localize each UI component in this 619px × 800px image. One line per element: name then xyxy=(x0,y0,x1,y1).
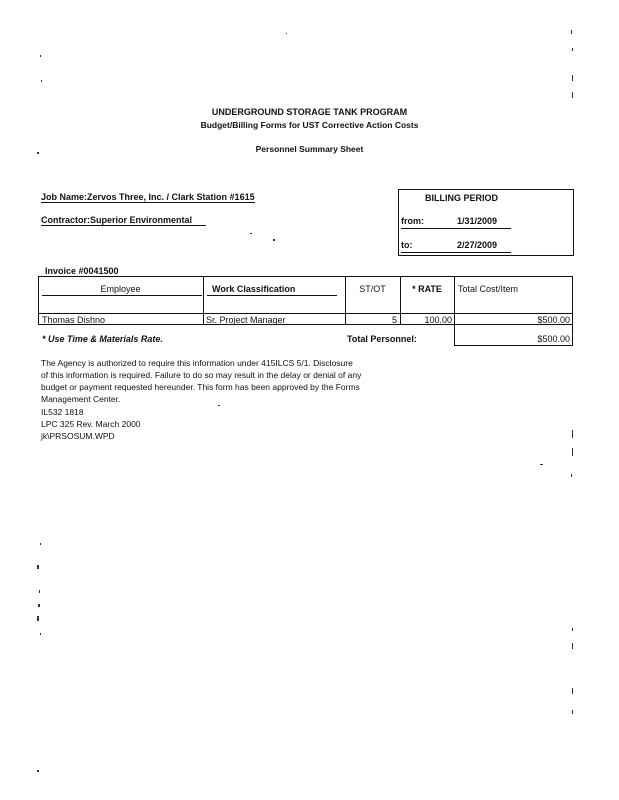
scan-speck xyxy=(572,688,573,694)
from-row xyxy=(401,216,511,229)
disclosure-line-4: Management Center. xyxy=(41,394,121,404)
scan-speck xyxy=(572,448,573,456)
scan-speck xyxy=(540,464,543,465)
to-row xyxy=(401,240,511,253)
col-header-st-ot: ST/OT xyxy=(359,284,386,294)
scan-speck xyxy=(572,710,573,714)
billing-period-label: BILLING PERIOD xyxy=(425,193,499,203)
row-work-classification: Sr. Project Manager xyxy=(206,315,286,325)
scan-speck xyxy=(218,405,220,406)
from-label: from: xyxy=(401,216,424,226)
to-label: to: xyxy=(401,240,413,250)
row-employee: Thomas Dishno xyxy=(42,315,106,325)
scan-speck xyxy=(572,48,573,51)
contractor-name: Contractor:Superior Environmental xyxy=(41,215,206,226)
scan-speck xyxy=(571,474,572,477)
rate-footnote: * Use Time & Materials Rate. xyxy=(42,334,163,344)
invoice-number: Invoice #0041500 xyxy=(45,266,119,276)
scan-speck xyxy=(38,604,40,607)
scan-speck xyxy=(572,628,573,631)
col-header-total-cost: Total Cost/Item xyxy=(458,284,519,294)
billing-period-box xyxy=(398,189,574,256)
row-st-ot: 5 xyxy=(391,315,397,325)
row-total-cost: $500.00 xyxy=(537,315,570,325)
scan-speck xyxy=(40,543,41,545)
job-name: Job Name:Zervos Three, Inc. / Clark Station #1615 xyxy=(41,192,255,202)
scan-speck xyxy=(37,565,39,569)
to-date: 2/27/2009 xyxy=(457,240,498,250)
col-header-employee: Employee xyxy=(100,284,141,294)
row-rate: 100.00 xyxy=(424,315,452,325)
disclosure-line-2: of this information is required. Failure to do so may result in the delay or denial of any xyxy=(41,370,362,380)
from-date: 1/31/2009 xyxy=(457,216,498,226)
form-code-1: IL532 1818 xyxy=(41,407,84,417)
scan-speck xyxy=(571,30,572,34)
sheet-title: Personnel Summary Sheet xyxy=(255,144,364,154)
col-header-work-classification: Work Classification xyxy=(212,284,296,294)
scan-speck xyxy=(572,92,573,98)
scan-speck xyxy=(41,80,42,82)
scan-speck xyxy=(37,152,39,154)
form-code-3: jk\PRSOSUM.WPD xyxy=(41,431,115,441)
form-code-2: LPC 325 Rev. March 2000 xyxy=(41,419,141,429)
form-subtitle: Budget/Billing Forms for UST Corrective Action Costs xyxy=(200,120,419,130)
scan-speck xyxy=(250,233,252,234)
scan-speck xyxy=(40,55,41,57)
disclosure-line-1: The Agency is authorized to require this information under 415ILCS 5/1. Disclosure xyxy=(41,358,353,368)
total-personnel-value: $500.00 xyxy=(537,334,570,344)
scan-speck xyxy=(286,33,287,34)
scan-speck xyxy=(37,616,39,621)
scan-speck xyxy=(572,430,573,438)
total-personnel-label: Total Personnel: xyxy=(347,334,417,344)
disclosure-line-3: budget or payment requested hereunder. This form has been approved by the Forms xyxy=(41,382,360,392)
scan-speck xyxy=(39,590,40,593)
scan-speck xyxy=(572,75,573,81)
col-header-rate: * RATE xyxy=(412,284,442,294)
program-title: UNDERGROUND STORAGE TANK PROGRAM xyxy=(211,107,408,117)
scan-speck xyxy=(37,770,39,772)
scan-speck xyxy=(572,643,573,649)
scan-speck xyxy=(273,239,275,241)
scan-speck xyxy=(40,633,41,635)
